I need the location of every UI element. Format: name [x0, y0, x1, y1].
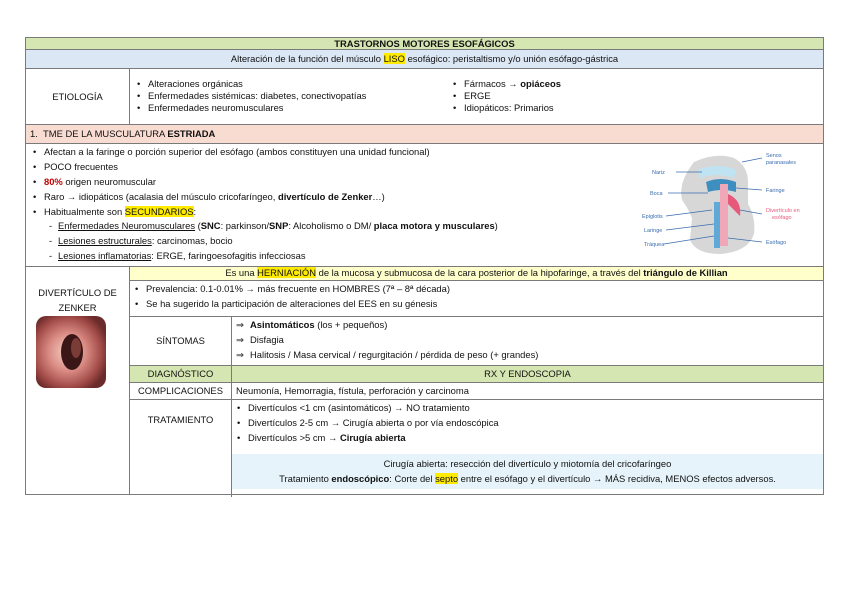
zenker-label-line2: ZENKER	[58, 302, 97, 313]
tratamiento-label	[130, 400, 232, 497]
section-title-bold: ESTRIADA	[167, 128, 216, 139]
cirugia-detalle	[232, 454, 823, 489]
label-paranasales: paranasales	[766, 160, 796, 166]
zenker-content	[130, 267, 823, 494]
estriada-subitem	[44, 250, 644, 262]
label-nariz: Nariz	[652, 170, 665, 176]
complicaciones-label	[130, 383, 232, 399]
label-faringe: Faringe	[766, 188, 785, 194]
trachea	[714, 202, 720, 248]
subtitle-pre: Alteración de la función del músculo	[230, 53, 384, 64]
label-diverticulo-esofago: esófago	[772, 215, 792, 221]
etiologia-col2	[440, 69, 561, 124]
raro-post: …)	[372, 191, 385, 202]
sintoma-item	[236, 319, 538, 331]
cirugia-abierta-bold: Cirugía abierta	[339, 432, 406, 443]
subitem-text: : carcinomas, bocio	[151, 235, 233, 246]
secundarios-highlight: SECUNDARIOS	[124, 206, 194, 217]
killian-bold: triángulo de Killian	[643, 267, 728, 278]
sintomas-row	[130, 317, 823, 366]
etiologia-item	[450, 78, 561, 90]
tratamiento-item	[234, 432, 823, 444]
diagnostico-row	[130, 366, 823, 383]
zenker-label-line1: DIVERTÍCULO DE	[38, 287, 117, 298]
tratamiento-label-text: TRATAMIENTO	[147, 414, 214, 425]
subitem-text: : Alcoholismo o DM/	[288, 220, 374, 231]
tratamiento-item: • Divertículos <1 cm (asintomáticos) → NO tratamiento	[234, 402, 823, 414]
subitem-text: (	[195, 220, 201, 231]
etiologia-item: • Alteraciones orgánicas	[134, 78, 440, 90]
title-text: TRASTORNOS MOTORES ESOFÁGICOS	[334, 38, 515, 49]
etiologia-row	[25, 69, 824, 125]
herniacion-highlight: HERNIACIÓN	[257, 267, 316, 278]
label-traquea: Tráquea	[644, 242, 665, 248]
subitem-title: Enfermedades Neuromusculares	[58, 220, 196, 231]
tratamiento-list	[232, 400, 823, 454]
estriada-bullet	[30, 206, 630, 218]
estriada-bullet: • Afectan a la faringe o porción superior del esófago (ambos constituyen una unidad funcional)	[30, 146, 630, 158]
label-diverticulo: Divertículo en	[766, 208, 800, 214]
anatomy-diagram	[624, 148, 824, 260]
estriada-subitem	[44, 220, 644, 232]
def-mid: de la mucosa y submucosa de la cara posterior de la hipofaringe, a través del	[316, 267, 644, 278]
diagnostico-label-text: DIAGNÓSTICO	[147, 368, 214, 379]
raro-text: Raro → idiopáticos (acalasia del músculo cricofaríngeo,	[44, 191, 278, 202]
opiaceos-text: opiáceos	[520, 78, 561, 89]
zenker-general	[130, 281, 823, 317]
def-pre: Es una	[225, 267, 258, 278]
subitem-text: : parkinson/	[220, 220, 270, 231]
endoscopy-image	[36, 316, 106, 388]
subtitle-row	[25, 50, 824, 69]
tratamiento-content	[232, 400, 823, 497]
estriada-bullet: • POCO frecuentes	[30, 161, 630, 173]
complicaciones-label-text: COMPLICACIONES	[138, 385, 223, 396]
sintoma-rest: (los + pequeños)	[314, 319, 388, 330]
sintoma-item: ⇒ Halitosis / Masa cervical / regurgitación / pérdida de peso (+ grandes)	[236, 349, 538, 361]
percent-80: 80%	[44, 176, 63, 187]
subtitle-highlight: LISO	[383, 53, 405, 64]
etiologia-col1	[130, 69, 440, 124]
estriada-bullet	[30, 191, 630, 203]
secundarios-post: :	[193, 206, 197, 217]
zenker-label	[26, 287, 129, 314]
etiologia-label	[26, 69, 130, 124]
etiologia-label-text: ETIOLOGÍA	[52, 90, 103, 102]
subitem-title: Lesiones estructurales	[58, 235, 152, 246]
zenker-bullet: • Prevalencia: 0.1-0.01% → más frecuente en HOMBRES (7ª – 8ª década)	[132, 283, 823, 295]
zenker-bold: divertículo de Zenker	[277, 191, 373, 202]
sintomas-list	[232, 317, 538, 365]
subitem-title: Lesiones inflamatorias	[58, 250, 152, 261]
diagnostico-value	[232, 366, 823, 382]
page-title	[25, 37, 824, 50]
tratamiento-item: • Divertículos 2-5 cm → Cirugía abierta o por vía endoscópica	[234, 417, 823, 429]
snc-text: SNC	[200, 220, 221, 231]
placa-text: placa motora y musculares	[373, 220, 495, 231]
t3-pre: Divertículos >5 cm →	[248, 432, 340, 443]
secundarios-pre: Habitualmente son	[44, 206, 125, 217]
section-number: 1.	[30, 128, 38, 139]
pharynx-esophagus	[720, 184, 728, 246]
septo-highlight: septo	[435, 473, 459, 484]
zenker-block	[25, 267, 824, 495]
neuromuscular-text: origen neuromuscular	[62, 176, 157, 187]
label-laringe: Laringe	[644, 228, 663, 234]
etiologia-item: • Enfermedades sistémicas: diabetes, conectivopatías	[134, 90, 440, 102]
sintoma-item: ⇒ Disfagia	[236, 334, 538, 346]
endoscopico-line	[232, 473, 823, 485]
etiologia-item: • Enfermedades neuromusculares	[134, 102, 440, 114]
subtitle-post: esofágico: peristaltismo y/o unión esófago-gástrica	[404, 53, 619, 64]
farmacos-text: Fármacos →	[464, 78, 521, 89]
zenker-label-cell	[26, 267, 130, 494]
complicaciones-value	[232, 383, 823, 399]
section-header	[25, 125, 824, 144]
etiologia-item: • ERGE	[450, 90, 561, 102]
cirugia-abierta-text: Cirugía abierta: resección del divertículo y miotomía del cricofaríngeo	[383, 458, 672, 469]
sintomas-label	[130, 317, 232, 365]
label-esofago: Esófago	[766, 240, 787, 246]
subitem-text: )	[494, 220, 498, 231]
label-senos: Senos	[766, 153, 782, 159]
estriada-subitem	[44, 235, 644, 247]
section-title: TME DE LA MUSCULATURA	[43, 128, 168, 139]
complicaciones-value-text: Neumonía, Hemorragia, fístula, perforación y carcinoma	[236, 385, 469, 396]
c2-mid: : Corte del	[389, 473, 436, 484]
tratamiento-row	[130, 400, 823, 497]
c2-post: entre el esófago y el divertículo → MÁS recidiva, MENOS efectos adversos.	[458, 473, 776, 484]
diagnostico-label	[130, 366, 232, 382]
zenker-definition	[130, 267, 823, 281]
document-table	[25, 37, 824, 495]
subitem-text: : ERGE, faringoesofagitis infecciosas	[151, 250, 306, 261]
etiologia-item: • Idiopáticos: Primarios	[450, 102, 561, 114]
complicaciones-row	[130, 383, 823, 400]
sintomas-label-text: SÍNTOMAS	[156, 335, 205, 346]
estriada-content	[25, 144, 824, 267]
endoscopico-bold: endoscópico	[331, 473, 390, 484]
label-epiglotis: Epiglotis	[642, 214, 663, 220]
c2-pre: Tratamiento	[279, 473, 332, 484]
diagnostico-value-text: RX Y ENDOSCOPIA	[484, 368, 571, 379]
estriada-bullet	[30, 176, 630, 188]
snp-text: SNP	[269, 220, 289, 231]
asintomaticos-bold: Asintomáticos	[250, 319, 315, 330]
zenker-bullet: • Se ha sugerido la participación de alteraciones del EES en su génesis	[132, 298, 823, 310]
label-boca: Boca	[650, 191, 663, 197]
